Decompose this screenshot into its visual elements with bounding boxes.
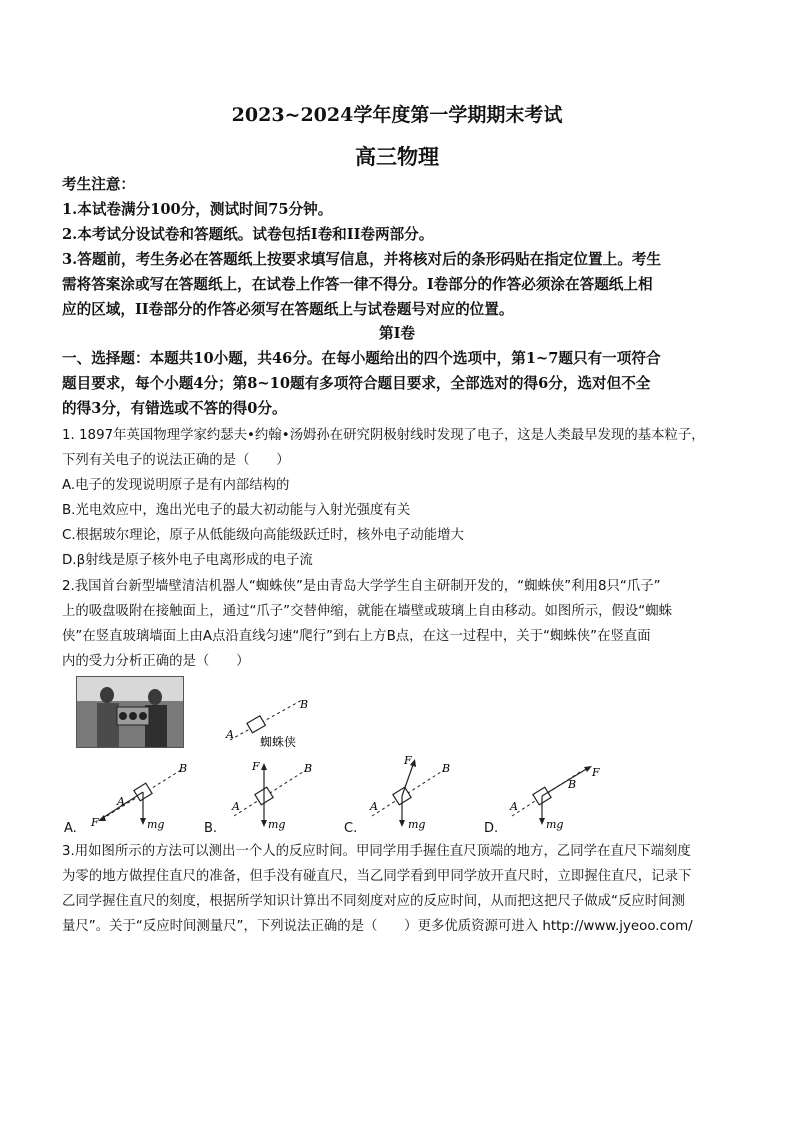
main-path-line — [230, 700, 302, 740]
option-a-diagram — [85, 758, 195, 834]
q1-stem-line-1: 1. 1897年英国物理学家约瑟夫•约翰•汤姆孙在研究阴极射线时发现了电子，这是人类最早发现的基本粒子， — [62, 428, 705, 443]
option-d-label-a: A — [510, 800, 518, 813]
option-d-diagram — [500, 758, 610, 834]
robot-photo-art — [77, 677, 183, 747]
section-1-line-1: 一、选择题：本题共10小题，共46分。在每小题给出的四个选项中，第1~7题只有一项符合 — [62, 350, 661, 367]
q2-stem-line-2: 上的吸盘吸附在接触面上，通过“爪子”交替伸缩，就能在墙壁或玻璃上自由移动。如图所示，假设“蜘蛛 — [62, 604, 672, 619]
robot-photo — [76, 676, 184, 748]
q2-option-a-label: A. — [64, 821, 77, 836]
main-label-b: B — [300, 698, 309, 711]
option-b-label-a: A — [232, 800, 240, 813]
option-c-label-mg: mg — [408, 818, 426, 831]
q1-stem-line-2: 下列有关电子的说法正确的是（ ） — [62, 453, 290, 468]
notice-item-3-line-2: 需将答案涂或写在答题纸上，在试卷上作答一律不得分。I卷部分的作答必须涂在答题纸上相 — [62, 276, 653, 293]
option-b-label-mg: mg — [268, 818, 286, 831]
option-d-label-mg: mg — [546, 818, 564, 831]
option-a-label-f: F — [91, 816, 99, 829]
q3-stem-line-3: 乙同学握住直尺的刻度，根据所学知识计算出不同刻度对应的反应时间，从而把这把尺子做成“反应时间测 — [62, 894, 685, 909]
q2-option-b-label: B. — [204, 821, 218, 836]
main-figure-caption: 蜘蛛侠 — [260, 735, 297, 749]
q2-option-d-label: D. — [484, 821, 499, 836]
main-label-a: A — [226, 728, 234, 741]
q2-stem-line-3: 侠”在竖直玻璃墙面上由A点沿直线匀速“爬行”到右上方B点，在这一过程中，关于“蜘蛛侠”在竖直面 — [62, 629, 651, 644]
part-label: 第I卷 — [378, 325, 415, 342]
q1-option-b: B.光电效应中，逸出光电子的最大初动能与入射光强度有关 — [62, 503, 411, 518]
exam-title: 2023~2024学年度第一学期期末考试 — [231, 104, 563, 126]
main-diagram — [220, 680, 330, 756]
notice-item-1: 1.本试卷满分100分，测试时间75分钟。 — [62, 201, 333, 218]
subject-title: 高三物理 — [355, 144, 439, 169]
q1-option-d: D.β射线是原子核外电子电离形成的电子流 — [62, 553, 313, 568]
option-a-label-mg: mg — [147, 818, 165, 831]
notice-item-3-line-3: 应的区域，II卷部分的作答必须写在答题纸上与试卷题号对应的位置。 — [62, 301, 514, 318]
option-c-diagram — [360, 752, 470, 834]
option-a-label-b: B — [179, 762, 188, 775]
option-d-label-f: F — [592, 766, 600, 779]
notice-item-3-line-1: 3.答题前，考生务必在答题纸上按要求填写信息，并将核对后的条形码贴在指定位置上。考生 — [62, 251, 661, 268]
option-c-label-b: B — [442, 762, 451, 775]
option-c-label-f: F — [404, 754, 412, 767]
option-a-label-a: A — [117, 795, 125, 808]
q1-option-c: C.根据玻尔理论，原子从低能级向高能级跃迁时，核外电子动能增大 — [62, 528, 464, 543]
main-robot-box — [247, 716, 265, 733]
option-b-label-f: F — [252, 760, 260, 773]
q3-stem-line-1: 3.用如图所示的方法可以测出一个人的反应时间。甲同学用手握住直尺顶端的地方，乙同学在直尺下端刻度 — [62, 844, 691, 859]
q3-stem-line-2: 为零的地方做捏住直尺的准备，但手没有碰直尺，当乙同学看到甲同学放开直尺时，立即握住直尺，记录下 — [62, 869, 692, 884]
notice-heading: 考生注意： — [62, 176, 135, 193]
section-1-line-3: 的得3分，有错选或不答的得0分。 — [62, 400, 287, 417]
option-c-label-a: A — [370, 800, 378, 813]
q3-stem-line-4: 量尺”。关于“反应时间测量尺”，下列说法正确的是（ ）更多优质资源可进入 http://www.jyeoo.com/ — [62, 919, 693, 934]
notice-item-2: 2.本考试分设试卷和答题纸。试卷包括I卷和II卷两部分。 — [62, 226, 434, 243]
q1-option-a: A.电子的发现说明原子是有内部结构的 — [62, 478, 290, 493]
option-d-label-b: B — [568, 778, 577, 791]
q2-stem-line-1: 2.我国首台新型墙壁清洁机器人“蜘蛛侠”是由青岛大学学生自主研制开发的，“蜘蛛侠”利用8只“爪子” — [62, 579, 661, 594]
option-b-diagram — [220, 758, 330, 834]
option-b-label-b: B — [304, 762, 313, 775]
section-1-line-2: 题目要求，每个小题4分；第8~10题有多项符合题目要求，全部选对的得6分，选对但不全 — [62, 375, 651, 392]
q2-option-c-label: C. — [344, 821, 358, 836]
q2-stem-line-4: 内的受力分析正确的是（ ） — [62, 654, 250, 669]
